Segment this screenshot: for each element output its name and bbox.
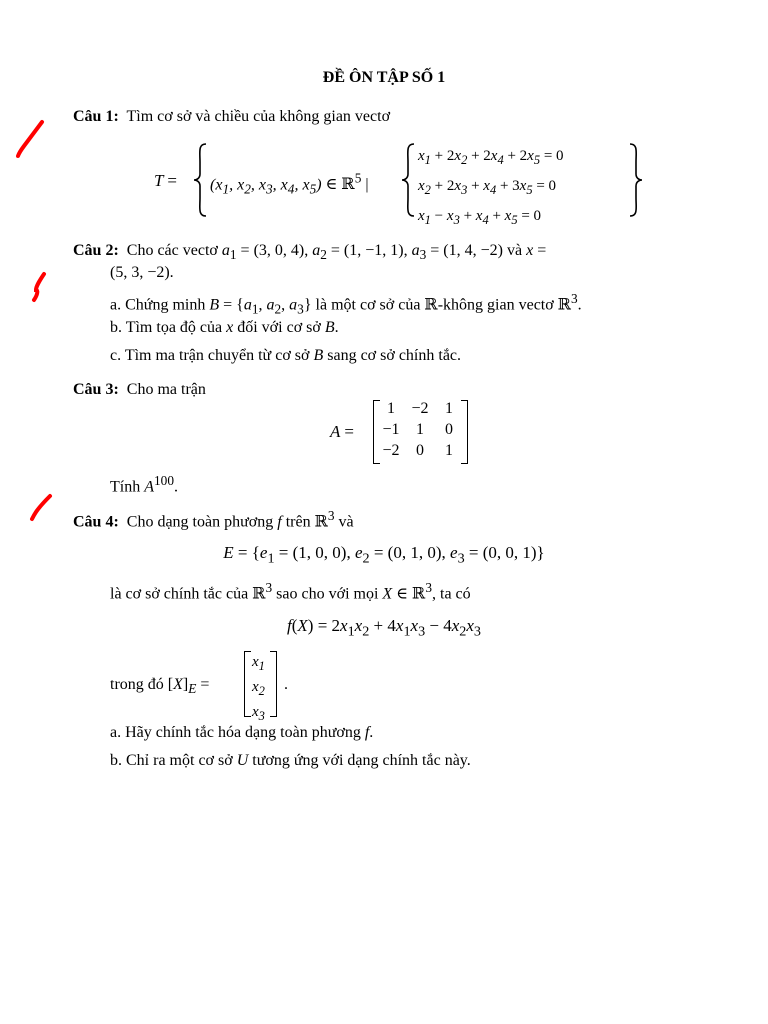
question-text: Tìm cơ sở và chiều của không gian vectơ	[126, 108, 391, 125]
right-brace	[628, 142, 644, 218]
question-2a: a. Chứng minh $B = \{a_1$, $a_2$, $a_3$} là một cơ sở của ℝ-không gian vectơ ℝ$^3$.	[110, 291, 582, 317]
where-clause: trong đó $[X]_E$ =	[110, 676, 210, 697]
equation-system	[418, 143, 564, 233]
left-brace	[192, 142, 208, 218]
vector-entry: $x_2$	[252, 679, 265, 698]
check-mark-q4	[26, 490, 58, 524]
question-label: Câu 3:	[73, 381, 119, 398]
question-label: Câu 4:	[73, 513, 119, 531]
question-text: Cho ma trận	[126, 381, 206, 398]
vector-right-bracket	[270, 651, 277, 717]
matrix-lhs: A =	[330, 422, 354, 441]
question-2-header: Câu 2: Cho các vectơ $a_1 = (3$, 0, 4), $a_2 = (1$, −1, 1), $a_3 = (1$, 4, −2) và x =	[73, 242, 547, 263]
set-element: ($x_1$, $x_2$, $x_3$, $x_4$, $x_5$) ∈ ℝ$^5$ |	[210, 171, 369, 197]
matrix-cell: 1	[387, 400, 395, 417]
vector-entry: $x_1$	[252, 654, 265, 673]
matrix-cell: −1	[382, 421, 400, 438]
basis-definition: $E = \{e_1 = (1$, 0, 0), $e_2 = (0$, 1, 0), $e_3 = (0$, 0, 1)}	[223, 543, 545, 567]
matrix-cell: 0	[445, 421, 453, 438]
check-mark-q1	[12, 116, 48, 162]
vector-period: .	[284, 676, 288, 693]
set-lhs: T =	[154, 171, 177, 190]
question-4-line2: là cơ sở chính tắc của ℝ$^3$ sao cho với mọi X ∈ ℝ$^3$, ta có	[110, 580, 471, 603]
vector-entry: $x_3$	[252, 704, 265, 723]
system-brace	[400, 142, 416, 218]
matrix-cell: 1	[445, 400, 453, 417]
quadratic-form: $f(X) = 2x_1x_2 + 4x_1x_3 - 4x_2x_3$	[287, 616, 481, 640]
equation-3: $x_1 - x_3 + x_4 + x_5 = 0$	[418, 208, 542, 227]
matrix-cell: −2	[382, 442, 400, 459]
question-1-header	[73, 108, 390, 126]
question-3-compute: Tính $A^{100}$.	[110, 473, 178, 496]
equation-2: $x_2 + 2x_3 + x_4 + 3x_5 = 0$	[418, 178, 557, 197]
question-4a: a. Hãy chính tắc hóa dạng toàn phương f.	[110, 724, 374, 741]
question-4b: b. Chỉ ra một cơ sở U tương ứng với dạng chính tắc này.	[110, 752, 471, 769]
question-2c: c. Tìm ma trận chuyển từ cơ sở B sang cơ sở chính tắc.	[110, 347, 462, 364]
question-2-line2: (5, 3, −2).	[110, 264, 174, 281]
matrix-cell: 0	[416, 442, 424, 459]
question-4-header: Câu 4: Cho dạng toàn phương f trên ℝ$^3$ và	[73, 508, 354, 531]
equation-1: $x_1 + 2x_2 + 2x_4 + 2x_5 = 0$	[418, 148, 564, 167]
check-mark-q2	[24, 270, 54, 306]
question-2b: b. Tìm tọa độ của x đối với cơ sở B.	[110, 319, 339, 336]
matrix-cell: 1	[416, 421, 424, 438]
coordinate-vector	[252, 652, 265, 727]
matrix-cell: −2	[411, 400, 429, 417]
question-label: Câu 1:	[73, 108, 119, 125]
matrix-cell: 1	[445, 442, 453, 459]
page-title: ĐỀ ÔN TẬP SỐ 1	[322, 69, 446, 86]
question-3-header	[73, 381, 206, 399]
question-label: Câu 2:	[73, 242, 119, 259]
vector-left-bracket	[244, 651, 251, 717]
